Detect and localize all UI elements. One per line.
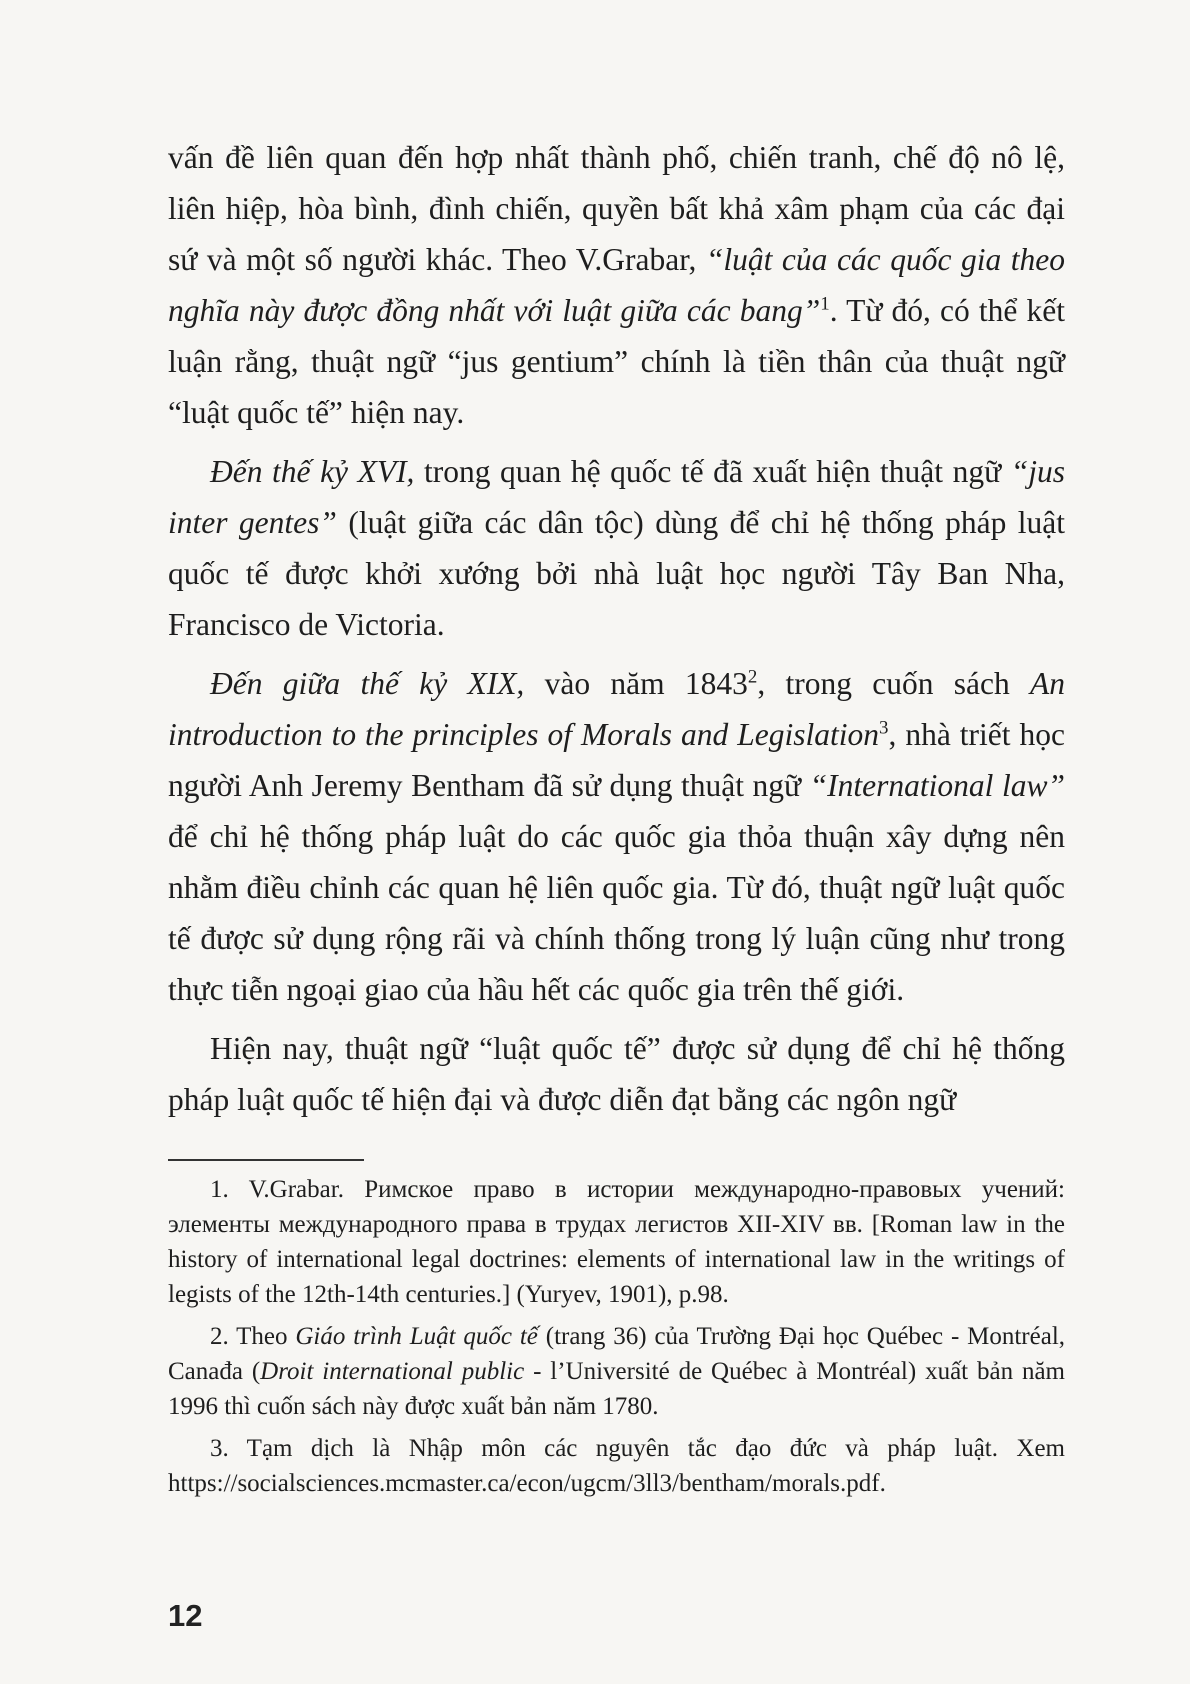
- paragraph-2-lead: Đến thế kỷ XVI,: [210, 454, 415, 489]
- paragraph-2: [168, 446, 1065, 650]
- footnote-2: [168, 1319, 1065, 1424]
- footnote-3-text: 3. Tạm dịch là Nhập môn các nguyên tắc đạo đức và pháp luật. Xem https://socialsciences.mcmaster.ca/econ/ugcm/3ll3/bentham/morals.pdf.: [168, 1435, 1065, 1497]
- jus-inter-gentes-term: “jus inter gentes”: [168, 454, 1065, 540]
- paragraph-3-text: vào năm 1843: [524, 666, 748, 701]
- footnote-ref-3: 3: [879, 717, 889, 739]
- international-law-term: “International law”: [809, 768, 1065, 803]
- body-text: [168, 132, 1065, 1133]
- paragraph-3: [168, 658, 1065, 1015]
- footnotes: [168, 1172, 1065, 1508]
- paragraph-3-text-c: , nhà triết học người Anh Jeremy Bentham đã sử dụng thuật ngữ: [168, 717, 1065, 803]
- grabar-quote: “luật của các quốc gia theo nghĩa này được đồng nhất với luật giữa các bang”: [168, 242, 1065, 328]
- paragraph-1-text: vấn đề liên quan đến hợp nhất thành phố, chiến tranh, chế độ nô lệ, liên hiệp, hòa bình, đình chiến, quyền bất khả xâm phạm của các đại sứ và một số người khác. Theo V.Grabar,: [168, 140, 1065, 277]
- footnote-1-text: 1. V.Grabar. Римское право в истории международно-правовых учений: элементы международного права в трудах легистов XII-XIV вв. [Roman law in the history of international legal doctrines: elements of international law in the writings of legists of the 12th-14th centuries.] (Yuryev, 1901), p.98.: [168, 1176, 1065, 1308]
- paragraph-3-lead: Đến giữa thế kỷ XIX,: [210, 666, 525, 701]
- paragraph-2-text: trong quan hệ quốc tế đã xuất hiện thuật ngữ: [414, 454, 1011, 489]
- page-number: 12: [168, 1598, 203, 1633]
- bentham-book-title: An introduction to the principles of Morals and Legislation: [168, 666, 1065, 752]
- footnote-2-text: 2. Theo: [210, 1323, 296, 1350]
- footnote-3: [168, 1431, 1065, 1501]
- footnote-2-title-vi: Giáo trình Luật quốc tế: [295, 1323, 538, 1350]
- footnote-2-text-c: - l’Université de Québec à Montréal) xuất bản năm 1996 thì cuốn sách này được xuất bản năm 1780.: [168, 1358, 1065, 1420]
- footnote-divider: [168, 1159, 364, 1161]
- footnote-ref-2: 2: [747, 666, 758, 688]
- footnote-2-title-fr: Droit international public: [260, 1358, 525, 1385]
- footnote-ref-1: 1: [820, 293, 830, 315]
- footnote-1: [168, 1172, 1065, 1312]
- paragraph-1: [168, 132, 1065, 438]
- paragraph-3-text-b: , trong cuốn sách: [757, 666, 1030, 701]
- paragraph-4-text: Hiện nay, thuật ngữ “luật quốc tế” được sử dụng để chỉ hệ thống pháp luật quốc tế hiện đại và được diễn đạt bằng các ngôn ngữ: [168, 1031, 1065, 1117]
- paragraph-2-text-end: (luật giữa các dân tộc) dùng để chỉ hệ thống pháp luật quốc tế được khởi xướng bởi nhà luật học người Tây Ban Nha, Francisco de Victoria.: [168, 505, 1065, 642]
- paragraph-3-text-d: để chỉ hệ thống pháp luật do các quốc gia thỏa thuận xây dựng nên nhằm điều chỉnh các quan hệ liên quốc gia. Từ đó, thuật ngữ luật quốc tế được sử dụng rộng rãi và chính thống trong lý luận cũng như trong thực tiễn ngoại giao của hầu hết các quốc gia trên thế giới.: [168, 819, 1065, 1007]
- paragraph-1-text-end: . Từ đó, có thể kết luận rằng, thuật ngữ “jus gentium” chính là tiền thân của thuật ngữ “luật quốc tế” hiện nay.: [168, 293, 1065, 430]
- footnote-2-text-b: (trang 36) của Trường Đại học Québec - Montréal, Canađa (: [168, 1323, 1066, 1385]
- paragraph-4: [168, 1023, 1065, 1125]
